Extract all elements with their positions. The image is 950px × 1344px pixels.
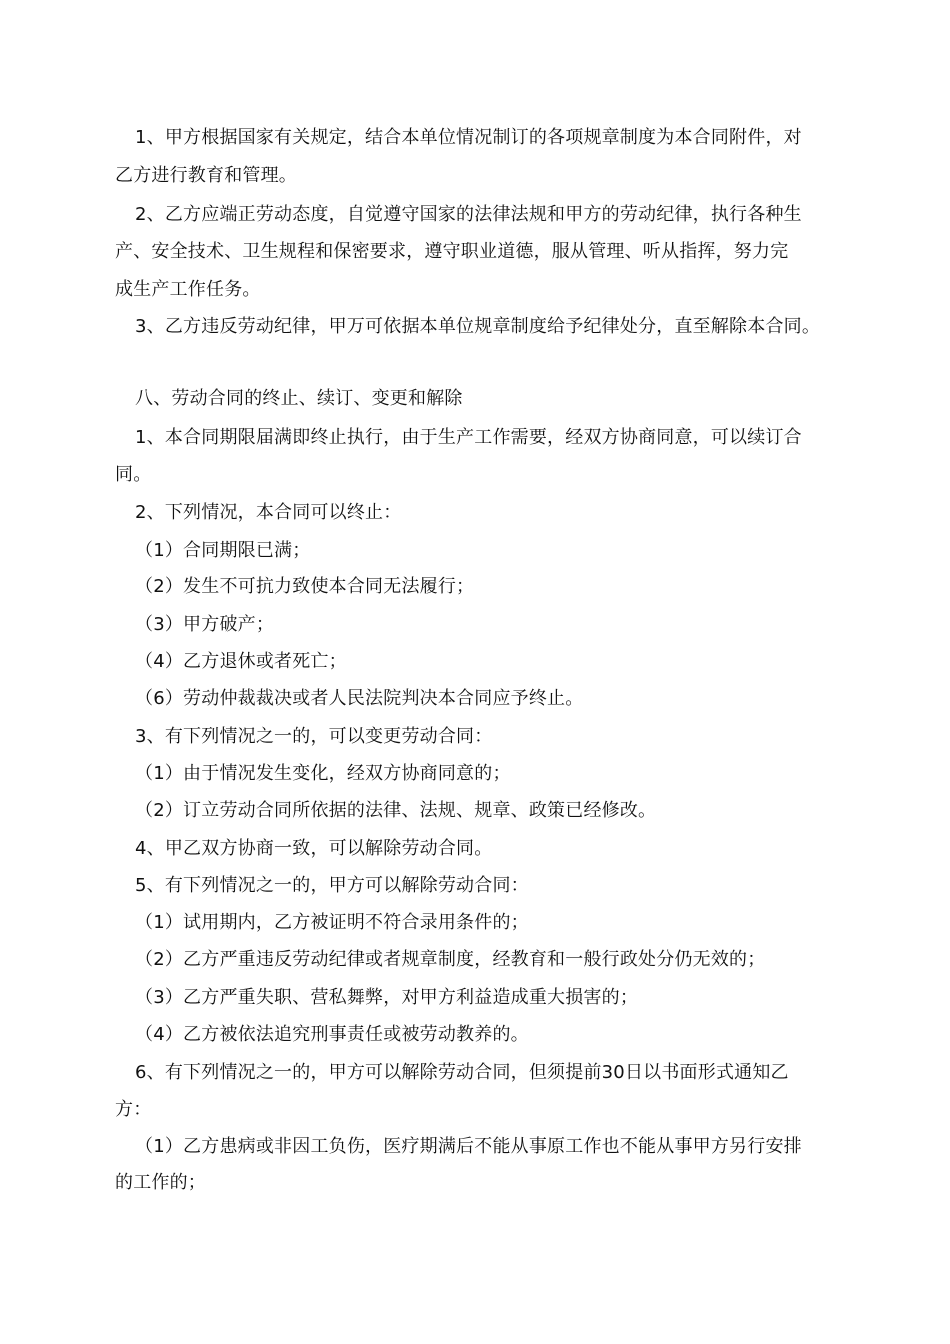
clause-7-2-line-3: 成生产工作任务。	[115, 279, 261, 300]
clause-7-3: 3、乙方违反劳动纪律，甲万可依据本单位规章制度给予纪律处分，直至解除本合同。	[135, 316, 821, 337]
clause-8-5-item-1: （1）试用期内，乙方被证明不符合录用条件的；	[135, 912, 529, 933]
section-8-heading: 八、劳动合同的终止、续订、变更和解除	[135, 388, 463, 409]
clause-8-5-item-2: （2）乙方严重违反劳动纪律或者规章制度，经教育和一般行政处分仍无效的；	[135, 949, 766, 970]
clause-8-2: 2、下列情况，本合同可以终止：	[135, 502, 402, 523]
clause-8-1-line-1: 1、本合同期限届满即终止执行，由于生产工作需要，经双方协商同意，可以续订合	[135, 427, 802, 448]
clause-7-1-line-2: 乙方进行教育和管理。	[115, 165, 297, 186]
clause-8-4: 4、甲乙双方协商一致，可以解除劳动合同。	[135, 838, 493, 859]
clause-8-1-line-2: 同。	[115, 464, 152, 485]
clause-8-3-item-1: （1）由于情况发生变化，经双方协商同意的；	[135, 763, 511, 784]
clause-8-3-item-2: （2）订立劳动合同所依据的法律、法规、规章、政策已经修改。	[135, 800, 657, 821]
clause-8-5: 5、有下列情况之一的，甲方可以解除劳动合同：	[135, 875, 529, 896]
clause-7-2-line-1: 2、乙方应端正劳动态度，自觉遵守国家的法律法规和甲方的劳动纪律，执行各种生	[135, 204, 802, 225]
clause-8-3: 3、有下列情况之一的，可以变更劳动合同：	[135, 726, 493, 747]
clause-8-6-line-1: 6、有下列情况之一的，甲方可以解除劳动合同，但须提前30日以书面形式通知乙	[135, 1062, 789, 1083]
clause-8-2-item-3: （3）甲方破产；	[135, 614, 275, 635]
clause-8-6-item-1-line-2: 的工作的；	[115, 1172, 206, 1193]
clause-8-6-line-2: 方：	[115, 1099, 152, 1120]
clause-8-2-item-6: （6）劳动仲裁裁决或者人民法院判决本合同应予终止。	[135, 688, 584, 709]
clause-8-2-item-2: （2）发生不可抗力致使本合同无法履行；	[135, 576, 475, 597]
clause-8-2-item-1: （1）合同期限已满；	[135, 540, 311, 561]
clause-8-6-item-1-line-1: （1）乙方患病或非因工负伤，医疗期满后不能从事原工作也不能从事甲方另行安排	[135, 1136, 802, 1157]
clause-7-1-line-1: 1、甲方根据国家有关规定，结合本单位情况制订的各项规章制度为本合同附件，对	[135, 127, 802, 148]
clause-7-2-line-2: 产、安全技术、卫生规程和保密要求，遵守职业道德，服从管理、听从指挥，努力完	[115, 241, 789, 262]
clause-8-5-item-4: （4）乙方被依法追究刑事责任或被劳动教养的。	[135, 1024, 529, 1045]
clause-8-5-item-3: （3）乙方严重失职、营私舞弊，对甲方利益造成重大损害的；	[135, 987, 639, 1008]
clause-8-2-item-4: （4）乙方退休或者死亡；	[135, 651, 347, 672]
